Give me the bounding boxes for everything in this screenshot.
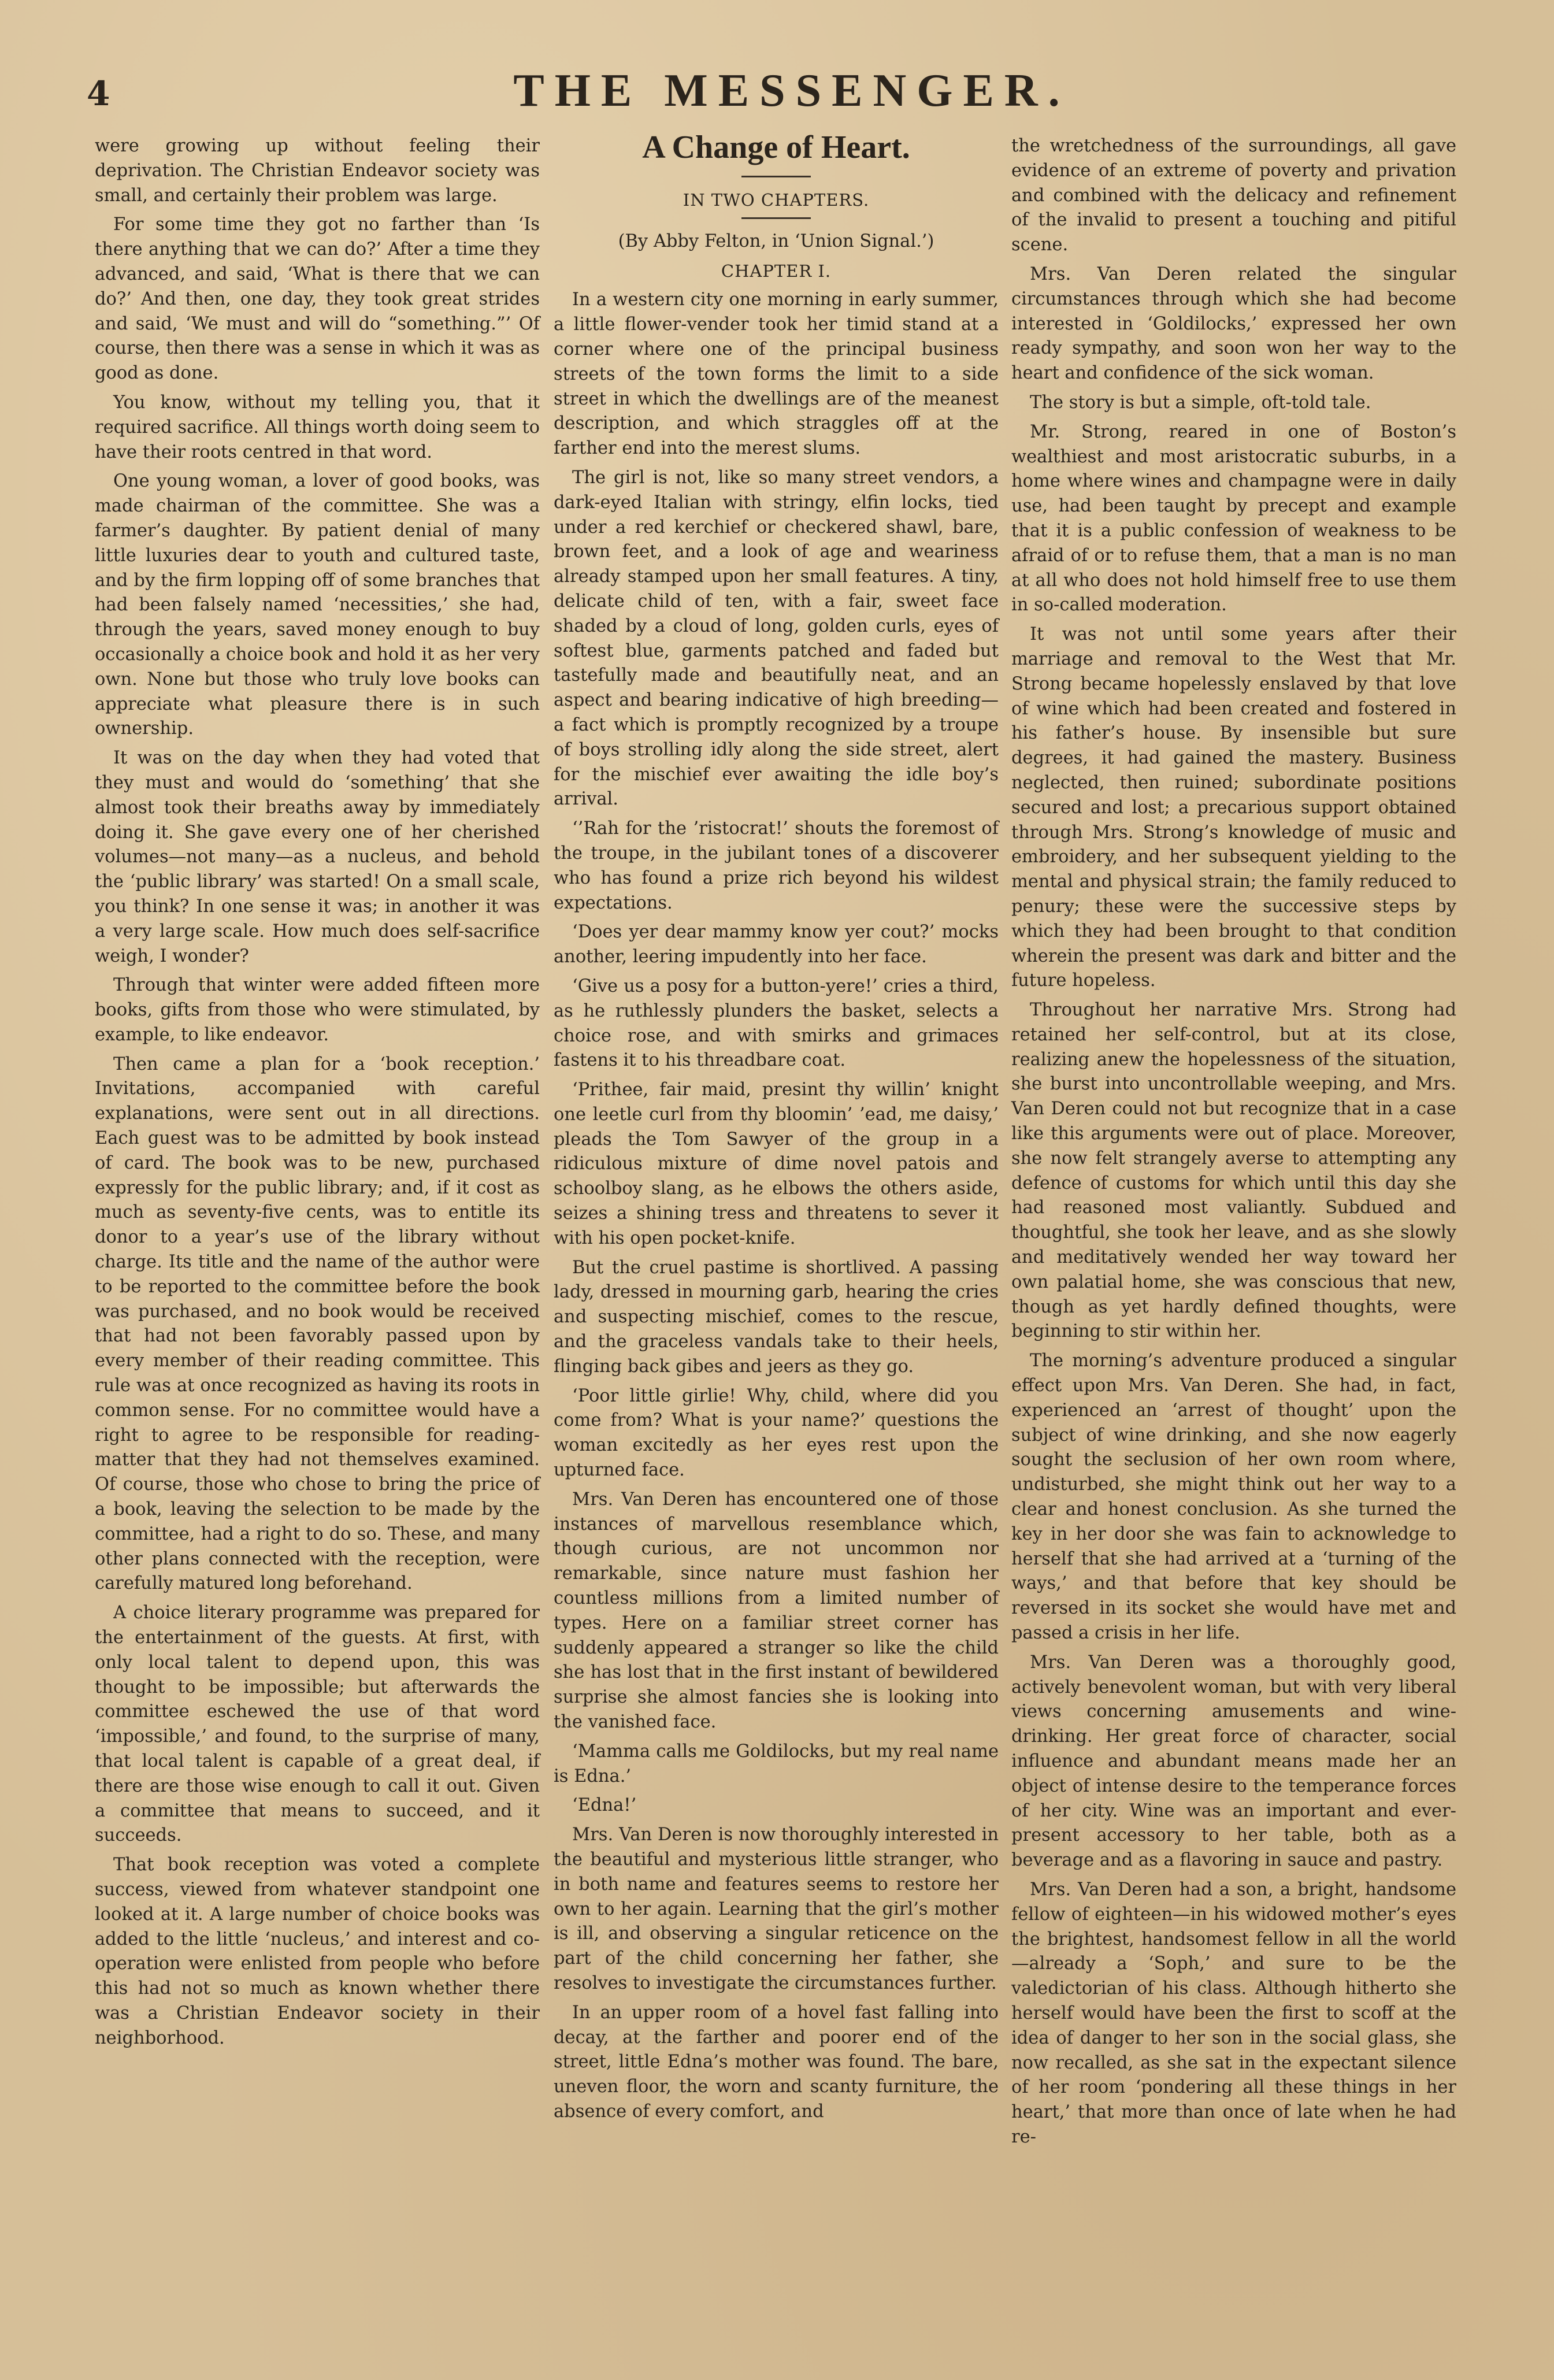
chapter-heading: CHAPTER I.	[721, 261, 832, 281]
paragraph: Mr. Strong, reared in one of Boston’s wealthiest and most aristocratic suburbs, in a home where wines and champagne were in daily use, had been taught by precept and example that it is a public confession of weakness to be afraid of or to refuse them, that a man is no man at all who does not hold himself free to use them in so-called moderation.	[1011, 421, 1456, 616]
paragraph: ‘Prithee, fair maid, presint thy willin’ knight one leetle curl from thy bloomin’ ’ead, me daisy,’ pleads the Tom Sawyer of the group in a ridiculous mixture of dime novel patois and schoolboy slang, as he elbows the others aside, seizes a shining tress and threatens to sever it with his open pocket-knife.	[554, 1080, 999, 1248]
article-byline: (By Abby Felton, in ‘Union Signal.’)	[618, 231, 934, 251]
article-title: A Change of Heart.	[642, 129, 910, 165]
paragraph: ‘Give us a posy for a button-yere!’ cries a third, as he ruthlessly plunders the basket, selects a choice rose, and with smirks and grimaces fastens it to his threadbare coat.	[554, 976, 999, 1071]
paragraph: Throughout her narrative Mrs. Strong had retained her self-control, but at its close, realizing anew the hopelessness of the situation, she burst into uncontrollable weeping, and Mrs. Van Deren could not but recognize that in a case like this arguments were out of place. Moreover, she now felt strangely averse to attempting any defence of customs for which until this day she had reasoned most valiantly. Subdued and thoughtful, she took her leave, and as she slowly and meditatively wended her way toward her own palatial home, she was conscious that new, though as yet hardly defined thoughts, were beginning to stir within her.	[1011, 1000, 1456, 1342]
paragraph: The morning’s adventure produced a singular effect upon Mrs. Van Deren. She had, in fact, experienced an ‘arrest of thought’ upon the subject of wine drinking, and she now eagerly sought the seclusion of her own room where, undisturbed, she might think out her way to a clear and honest conclusion. As she turned the key in her door she was fain to acknowledge to herself that she had arrived at a ‘turning of the ways,’ and that before that key should be reversed in its socket she would have met and passed a crisis in her life.	[1011, 1351, 1456, 1644]
paragraph: One young woman, a lover of good books, was made chairman of the committee. She was a farmer’s daughter. By patient denial of many little luxuries dear to youth and cultured taste, and by the firm lopping off of some branches that had been falsely named ‘necessities,’ she had, through the years, saved money enough to buy occasionally a choice book and hold it as her very own. None but those who truly love books can appreciate what pleasure there is in such ownership.	[95, 471, 540, 739]
paragraph: A choice literary programme was prepared for the entertainment of the guests. At first, with only local talent to depend upon, this was thought to be impossible; but afterwards the committee eschewed the use of that word ‘impossible,’ and found, to the surprise of many, that local talent is capable of a great deal, if there are those wise enough to call it out. Given a committee that means to succeed, and it succeeds.	[95, 1603, 540, 1846]
column-1	[95, 134, 540, 2056]
column-3	[1011, 134, 1456, 2155]
masthead: THE MESSENGER.	[513, 65, 1070, 116]
paragraph: It was not until some years after their marriage and removal to the West that Mr. Strong became hopelessly enslaved by that love of wine which had been created and fostered in his father’s house. By insensible but sure degrees, it had gained the mastery. Business neglected, then ruined; subordinate positions secured and lost; a precarious support obtained through Mrs. Strong’s knowledge of music and embroidery, and her subsequent yielding to the mental and physical strain; the family reduced to penury; these were the successive steps by which they had been brought to that condition wherein the present was dark and bitter and the future hopeless.	[1011, 624, 1456, 991]
paragraph: The girl is not, like so many street vendors, a dark-eyed Italian with stringy, elfin locks, tied under a red kerchief or checkered shawl, bare, brown feet, and a look of age and weariness already stamped upon her small features. A tiny, delicate child of ten, with a fair, sweet face shaded by a cloud of long, golden curls, eyes of softest blue, garments patched and faded but tastefully made and beautifully neat, and an aspect and bearing indicative of high breeding—a fact which is promptly recognized by a troupe of boys strolling idly along the side street, alert for the mischief ever awaiting the idle boy’s arrival.	[554, 467, 999, 810]
paragraph: were growing up without feeling their deprivation. The Christian Endeavor society was small, and certainly their problem was large.	[95, 136, 540, 206]
paragraph: You know, without my telling you, that it required sacrifice. All things worth doing seem to have their roots centred in that word.	[95, 392, 540, 462]
paragraph: ‘Mamma calls me Goldilocks, but my real name is Edna.’	[554, 1741, 999, 1786]
paragraph: It was on the day when they had voted that they must and would do ‘something’ that she almost took their breaths away by immediately doing it. She gave every one of her cherished volumes—not many—as a nucleus, and behold the ‘public library’ was started! On a small scale, you think? In one sense it was; in another it was a very large scale. How much does self-sacrifice weigh, I wonder?	[95, 748, 540, 966]
paragraph: The story is but a simple, oft-told tale.	[1030, 392, 1371, 413]
page-number: 4	[87, 74, 110, 113]
paragraph: In a western city one morning in early summer, a little flower-vender took her timid stand at a corner where one of the principal business streets of the town forms the limit to a side street in which the dwellings are of the meanest description, and which straggles off at the farther end into the merest slums.	[554, 290, 999, 459]
paragraph: Mrs. Van Deren was a thoroughly good, actively benevolent woman, but with very liberal views concerning amusements and wine-drinking. Her great force of character, social influence and abundant means made her an object of intense desire to the temperance forces of her city. Wine was an important and ever-present accessory to her table, both as a beverage and as a flavoring in sauce and pastry.	[1011, 1652, 1456, 1871]
title-rule	[741, 176, 811, 177]
paragraph: Mrs. Van Deren has encountered one of those instances of marvellous resemblance which, though curious, are not uncommon nor remarkable, since nature must fashion her countless millions from a limited number of types. Here on a familiar street corner has suddenly appeared a stranger so like the child she has lost that in the first instant of bewildered surprise she almost fancies she is looking into the vanished face.	[554, 1489, 999, 1733]
paragraph: the wretchedness of the surroundings, all gave evidence of an extreme of poverty and privation and combined with the delicacy and refinement of the invalid to present a touching and pitiful scene.	[1011, 136, 1456, 255]
paragraph: ‘’Rah for the ’ristocrat!’ shouts the foremost of the troupe, in the jubilant tones of a discoverer who has found a prize rich beyond his wildest expectations.	[554, 818, 999, 913]
paragraph: For some time they got no farther than ‘Is there anything that we can do?’ After a time they advanced, and said, ‘What is there that we can do?’ And then, one day, they took great strides and said, ‘We must and will do “something.”’ Of course, then there was a sense in which it was as good as done.	[95, 214, 540, 384]
paragraph: ‘Edna!’	[572, 1795, 637, 1816]
paragraph: In an upper room of a hovel fast falling into decay, at the farther and poorer end of the street, little Edna’s mother was found. The bare, uneven floor, the worn and scanty furniture, the absence of every comfort, and	[554, 2002, 999, 2122]
paragraph: Through that winter were added fifteen more books, gifts from those who were stimulated, by example, to like endeavor.	[95, 975, 540, 1045]
paragraph: ‘Does yer dear mammy know yer cout?’ mocks another, leering impudently into her face.	[554, 922, 999, 967]
subtitle-rule	[741, 217, 811, 219]
paragraph: That book reception was voted a complete success, viewed from whatever standpoint one looked at it. A large number of choice books was added to the little ‘nucleus,’ and interest and co-operation were enlisted from people who before this had not so much as known whether there was a Christian Endeavor society in their neighborhood.	[95, 1855, 540, 2048]
paragraph: Mrs. Van Deren related the singular circumstances through which she had become interested in ‘Goldilocks,’ expressed her own ready sympathy, and soon won her way to the heart and confidence of the sick woman.	[1011, 264, 1456, 384]
paragraph: Mrs. Van Deren is now thoroughly interested in the beautiful and mysterious little stranger, who in both name and features seems to restore her own to her again. Learning that the girl’s mother is ill, and observing a singular reticence on the part of the child concerning her father, she resolves to investigate the circumstances further.	[554, 1825, 999, 1993]
paragraph: ‘Poor little girlie! Why, child, where did you come from? What is your name?’ questions the woman excitedly as her eyes rest upon the upturned face.	[554, 1385, 999, 1481]
paragraph: But the cruel pastime is shortlived. A passing lady, dressed in mourning garb, hearing the cries and suspecting mischief, comes to the rescue, and the graceless vandals take to their heels, flinging back gibes and jeers as they go.	[554, 1257, 999, 1377]
article-subtitle: IN TWO CHAPTERS.	[683, 190, 870, 210]
paragraph: Mrs. Van Deren had a son, a bright, handsome fellow of eighteen—in his widowed mother’s eyes the brightest, handsomest fellow in all the world—already a ‘Soph,’ and sure to be the valedictorian of his class. Although hitherto she herself would have been the first to scoff at the idea of danger to her son in the social glass, she now recalled, as she sat in the expectant silence of her room ‘pondering all these things in her heart,’ that more than once of late when he had re-	[1011, 1879, 1456, 2147]
paragraph: Then came a plan for a ‘book reception.’ Invitations, accompanied with careful explanations, were sent out in all directions. Each guest was to be admitted by book instead of card. The book was to be new, purchased expressly for the public library; and, if it cost as much as seventy-five cents, was to entitle its donor to a year’s use of the library without charge. Its title and the name of the author were to be reported to the committee before the book was purchased, and no book would be received that had not been favorably passed upon by every member of their reading committee. This rule was at once recognized as having its roots in common sense. For no committee would have a right to agree to be responsible for reading-matter that they had not themselves examined. Of course, those who chose to bring the price of a book, leaving the selection to be made by the committee, had a right to do so. These, and many other plans connected with the reception, were carefully matured long beforehand.	[95, 1054, 540, 1594]
column-2	[554, 123, 999, 2129]
